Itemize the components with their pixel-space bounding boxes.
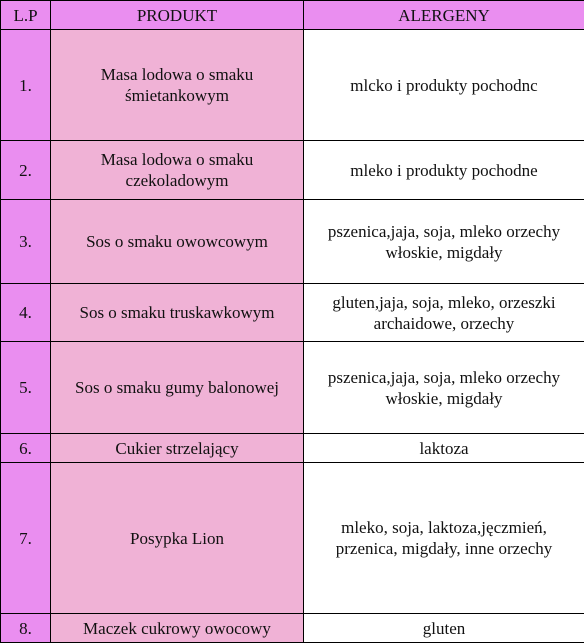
allergens-line: włoskie, migdały bbox=[385, 242, 503, 262]
table-row bbox=[1, 614, 584, 643]
table-row bbox=[1, 342, 584, 434]
allergens-line: pszenica,jaja, soja, mleko orzechy bbox=[327, 367, 561, 387]
row-lp: 7. bbox=[1, 463, 51, 614]
product-line: czekoladowym bbox=[125, 171, 229, 190]
row-product bbox=[51, 141, 304, 200]
product-line: śmietankowym bbox=[125, 86, 229, 105]
product-line: Masa lodowa o smaku bbox=[100, 65, 254, 84]
product-line: Sos o smaku owowcowym bbox=[86, 232, 268, 251]
allergens-line: archaidowe, orzechy bbox=[373, 313, 515, 333]
row-allergens bbox=[304, 434, 584, 463]
allergens-line: gluten bbox=[422, 618, 466, 638]
allergens-line: przenica, migdały, inne orzechy bbox=[335, 539, 553, 558]
row-lp: 8. bbox=[1, 614, 51, 643]
table-row bbox=[1, 141, 584, 200]
allergens-line: mleko, soja, laktoza,jęczmień, bbox=[341, 518, 547, 537]
row-allergens bbox=[304, 30, 584, 141]
row-allergens bbox=[304, 342, 584, 434]
row-product bbox=[51, 434, 304, 463]
table-row bbox=[1, 284, 584, 342]
table-row bbox=[1, 30, 584, 141]
table-row bbox=[1, 434, 584, 463]
product-line: Masa lodowa o smaku bbox=[100, 150, 254, 169]
row-allergens bbox=[304, 141, 584, 200]
row-product bbox=[51, 200, 304, 284]
row-lp: 2. bbox=[1, 141, 51, 200]
allergens-line: laktoza bbox=[419, 438, 469, 458]
allergens-line: mlcko i produkty pochodnc bbox=[350, 75, 538, 95]
row-allergens bbox=[304, 463, 584, 614]
table-row bbox=[1, 200, 584, 284]
row-product bbox=[51, 284, 304, 342]
row-lp: 5. bbox=[1, 342, 51, 434]
row-product bbox=[51, 342, 304, 434]
row-allergens bbox=[304, 200, 584, 284]
row-lp: 1. bbox=[1, 30, 51, 141]
row-product bbox=[51, 463, 304, 614]
row-product bbox=[51, 614, 304, 643]
product-line: Posypka Lion bbox=[130, 528, 224, 548]
product-line: Sos o smaku truskawkowym bbox=[79, 303, 275, 322]
table-row bbox=[1, 463, 584, 614]
row-lp: 3. bbox=[1, 200, 51, 284]
product-line: Cukier strzelający bbox=[115, 438, 239, 458]
row-lp: 6. bbox=[1, 434, 51, 463]
header-row bbox=[1, 1, 584, 30]
allergens-line: gluten,jaja, soja, mleko, orzeszki bbox=[332, 292, 556, 312]
row-product bbox=[51, 30, 304, 141]
header-lp: L.P bbox=[1, 1, 51, 30]
header-allergens: ALERGENY bbox=[304, 1, 584, 30]
product-line: Sos o smaku gumy balonowej bbox=[75, 378, 279, 397]
header-product: PRODUKT bbox=[51, 1, 304, 30]
product-line: Maczek cukrowy owocowy bbox=[83, 618, 271, 638]
allergens-line: mleko i produkty pochodne bbox=[350, 160, 538, 180]
row-allergens bbox=[304, 284, 584, 342]
allergens-line: pszenica,jaja, soja, mleko orzechy bbox=[327, 221, 561, 241]
allergens-line: włoskie, migdały bbox=[385, 388, 503, 408]
row-allergens bbox=[304, 614, 584, 643]
row-lp: 4. bbox=[1, 284, 51, 342]
